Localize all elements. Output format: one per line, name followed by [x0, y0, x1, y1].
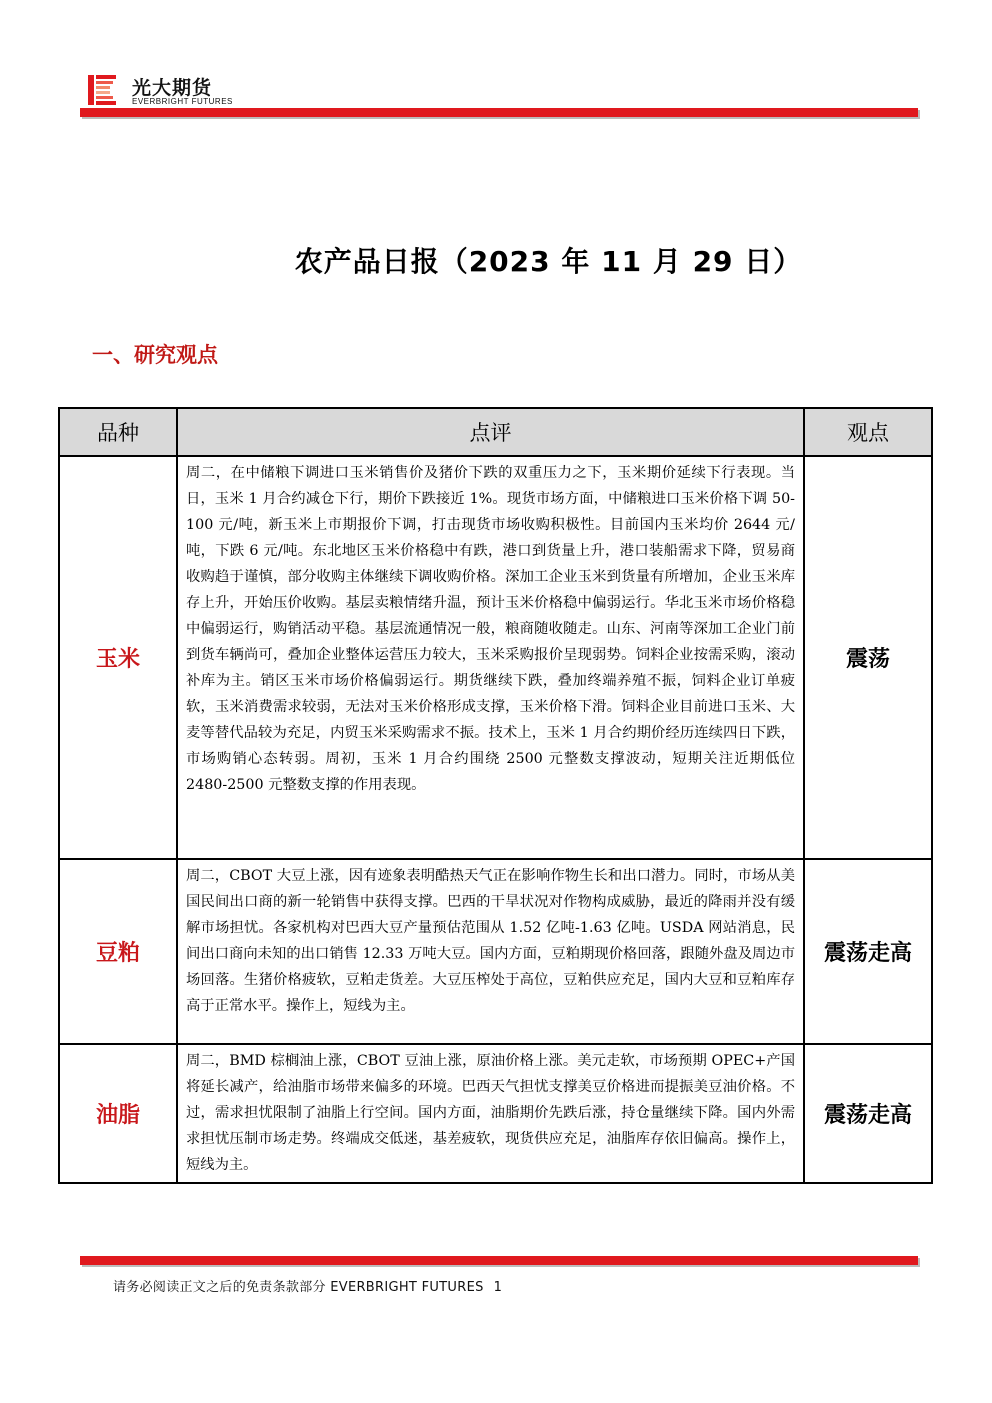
footer-disclaimer: 请务必阅读正文之后的免责条款部分 EVERBRIGHT FUTURES — [113, 1280, 484, 1295]
comment-cell: 周二，BMD 棕榈油上涨，CBOT 豆油上涨，原油价格上涨。美元走软，市场预期 OPEC+产国将延长减产，给油脂市场带来偏多的环境。巴西天气担忧支撑美豆价格进而提振美豆油价格。不过，需求担忧限制了油脂上行空间。国内方面，油脂期价先跌后涨，持仓量继续下降。国内外需求担忧压制市场走势。终端成交低迷，基差疲软，现货供应充足，油脂库存依旧偏高。操作上，短线为主。 — [177, 1044, 804, 1183]
header-divider — [80, 108, 918, 117]
table-row — [59, 1044, 932, 1183]
header-variety: 品种 — [59, 408, 177, 456]
view-cell: 震荡 — [804, 456, 932, 859]
company-logo — [86, 73, 236, 109]
comment-cell: 周二，CBOT 大豆上涨，因有迹象表明酷热天气正在影响作物生长和出口潜力。同时，市场从美国民间出口商的新一轮销售中获得支撑。巴西的干旱状况对作物构成威胁，最近的降雨并没有缓解市场担忧。各家机构对巴西大豆产量预估范围从 1.52 亿吨-1.63 亿吨。USDA 网站消息，民间出口商向未知的出口销售 12.33 万吨大豆。国内方面，豆粕期现价格回落，跟随外盘及周边市场回落。生猪价格疲软，豆粕走货差。大豆压榨处于高位，豆粕供应充足，国内大豆和豆粕库存高于正常水平。操作上，短线为主。 — [177, 859, 804, 1044]
table-row — [59, 456, 932, 859]
view-cell: 震荡走高 — [804, 1044, 932, 1183]
view-cell: 震荡走高 — [804, 859, 932, 1044]
section-heading: 一、研究观点 — [92, 343, 218, 367]
header-view: 观点 — [804, 408, 932, 456]
variety-cell: 油脂 — [59, 1044, 177, 1183]
document-title: 农产品日报（2023 年 11 月 29 日） — [294, 245, 803, 278]
variety-cell: 玉米 — [59, 456, 177, 859]
table-header-row — [59, 408, 932, 456]
header-comment: 点评 — [177, 408, 804, 456]
comment-cell: 周二，在中储粮下调进口玉米销售价及猪价下跌的双重压力之下，玉米期价延续下行表现。当日，玉米 1 月合约减仓下行，期价下跌接近 1%。现货市场方面，中储粮进口玉米价格下调 50-100 元/吨，新玉米上市期报价下调，打击现货市场收购积极性。目前国内玉米均价 2644 元/吨，下跌 6 元/吨。东北地区玉米价格稳中有跌，港口到货量上升，港口装船需求下降，贸易商收购趋于谨慎，部分收购主体继续下调收购价格。深加工企业玉米到货量有所增加，企业玉米库存上升，开始压价收购。基层卖粮情绪升温，预计玉米价格稳中偏弱运行。华北玉米市场价格稳中偏弱运行，购销活动平稳。基层流通情况一般，粮商随收随走。山东、河南等深加工企业门前到货车辆尚可，叠加企业整体运营压力较大，玉米采购报价呈现弱势。饲料企业按需采购，滚动补库为主。销区玉米市场价格偏弱运行。期货继续下跌，叠加终端养殖不振，饲料企业订单疲软，玉米消费需求较弱，无法对玉米价格形成支撑，玉米价格下滑。饲料企业目前进口玉米、大麦等替代品较为充足，内贸玉米采购需求不振。技术上，玉米 1 月合约期价经历连续四日下跌，市场购销心态转弱。周初，玉米 1 月合约围绕 2500 元整数支撑波动，短期关注近期低位 2480-2500 元整数支撑的作用表现。 — [177, 456, 804, 859]
page-number: 1 — [493, 1280, 503, 1295]
table-row — [59, 859, 932, 1044]
footer — [113, 1276, 502, 1295]
research-view-table — [58, 407, 933, 1184]
brand-name-cn: 光大期货 — [132, 77, 213, 99]
footer-divider — [80, 1256, 918, 1265]
brand-name-en: EVERBRIGHT FUTURES — [132, 97, 233, 106]
everbright-logo-icon — [86, 73, 120, 107]
variety-cell: 豆粕 — [59, 859, 177, 1044]
